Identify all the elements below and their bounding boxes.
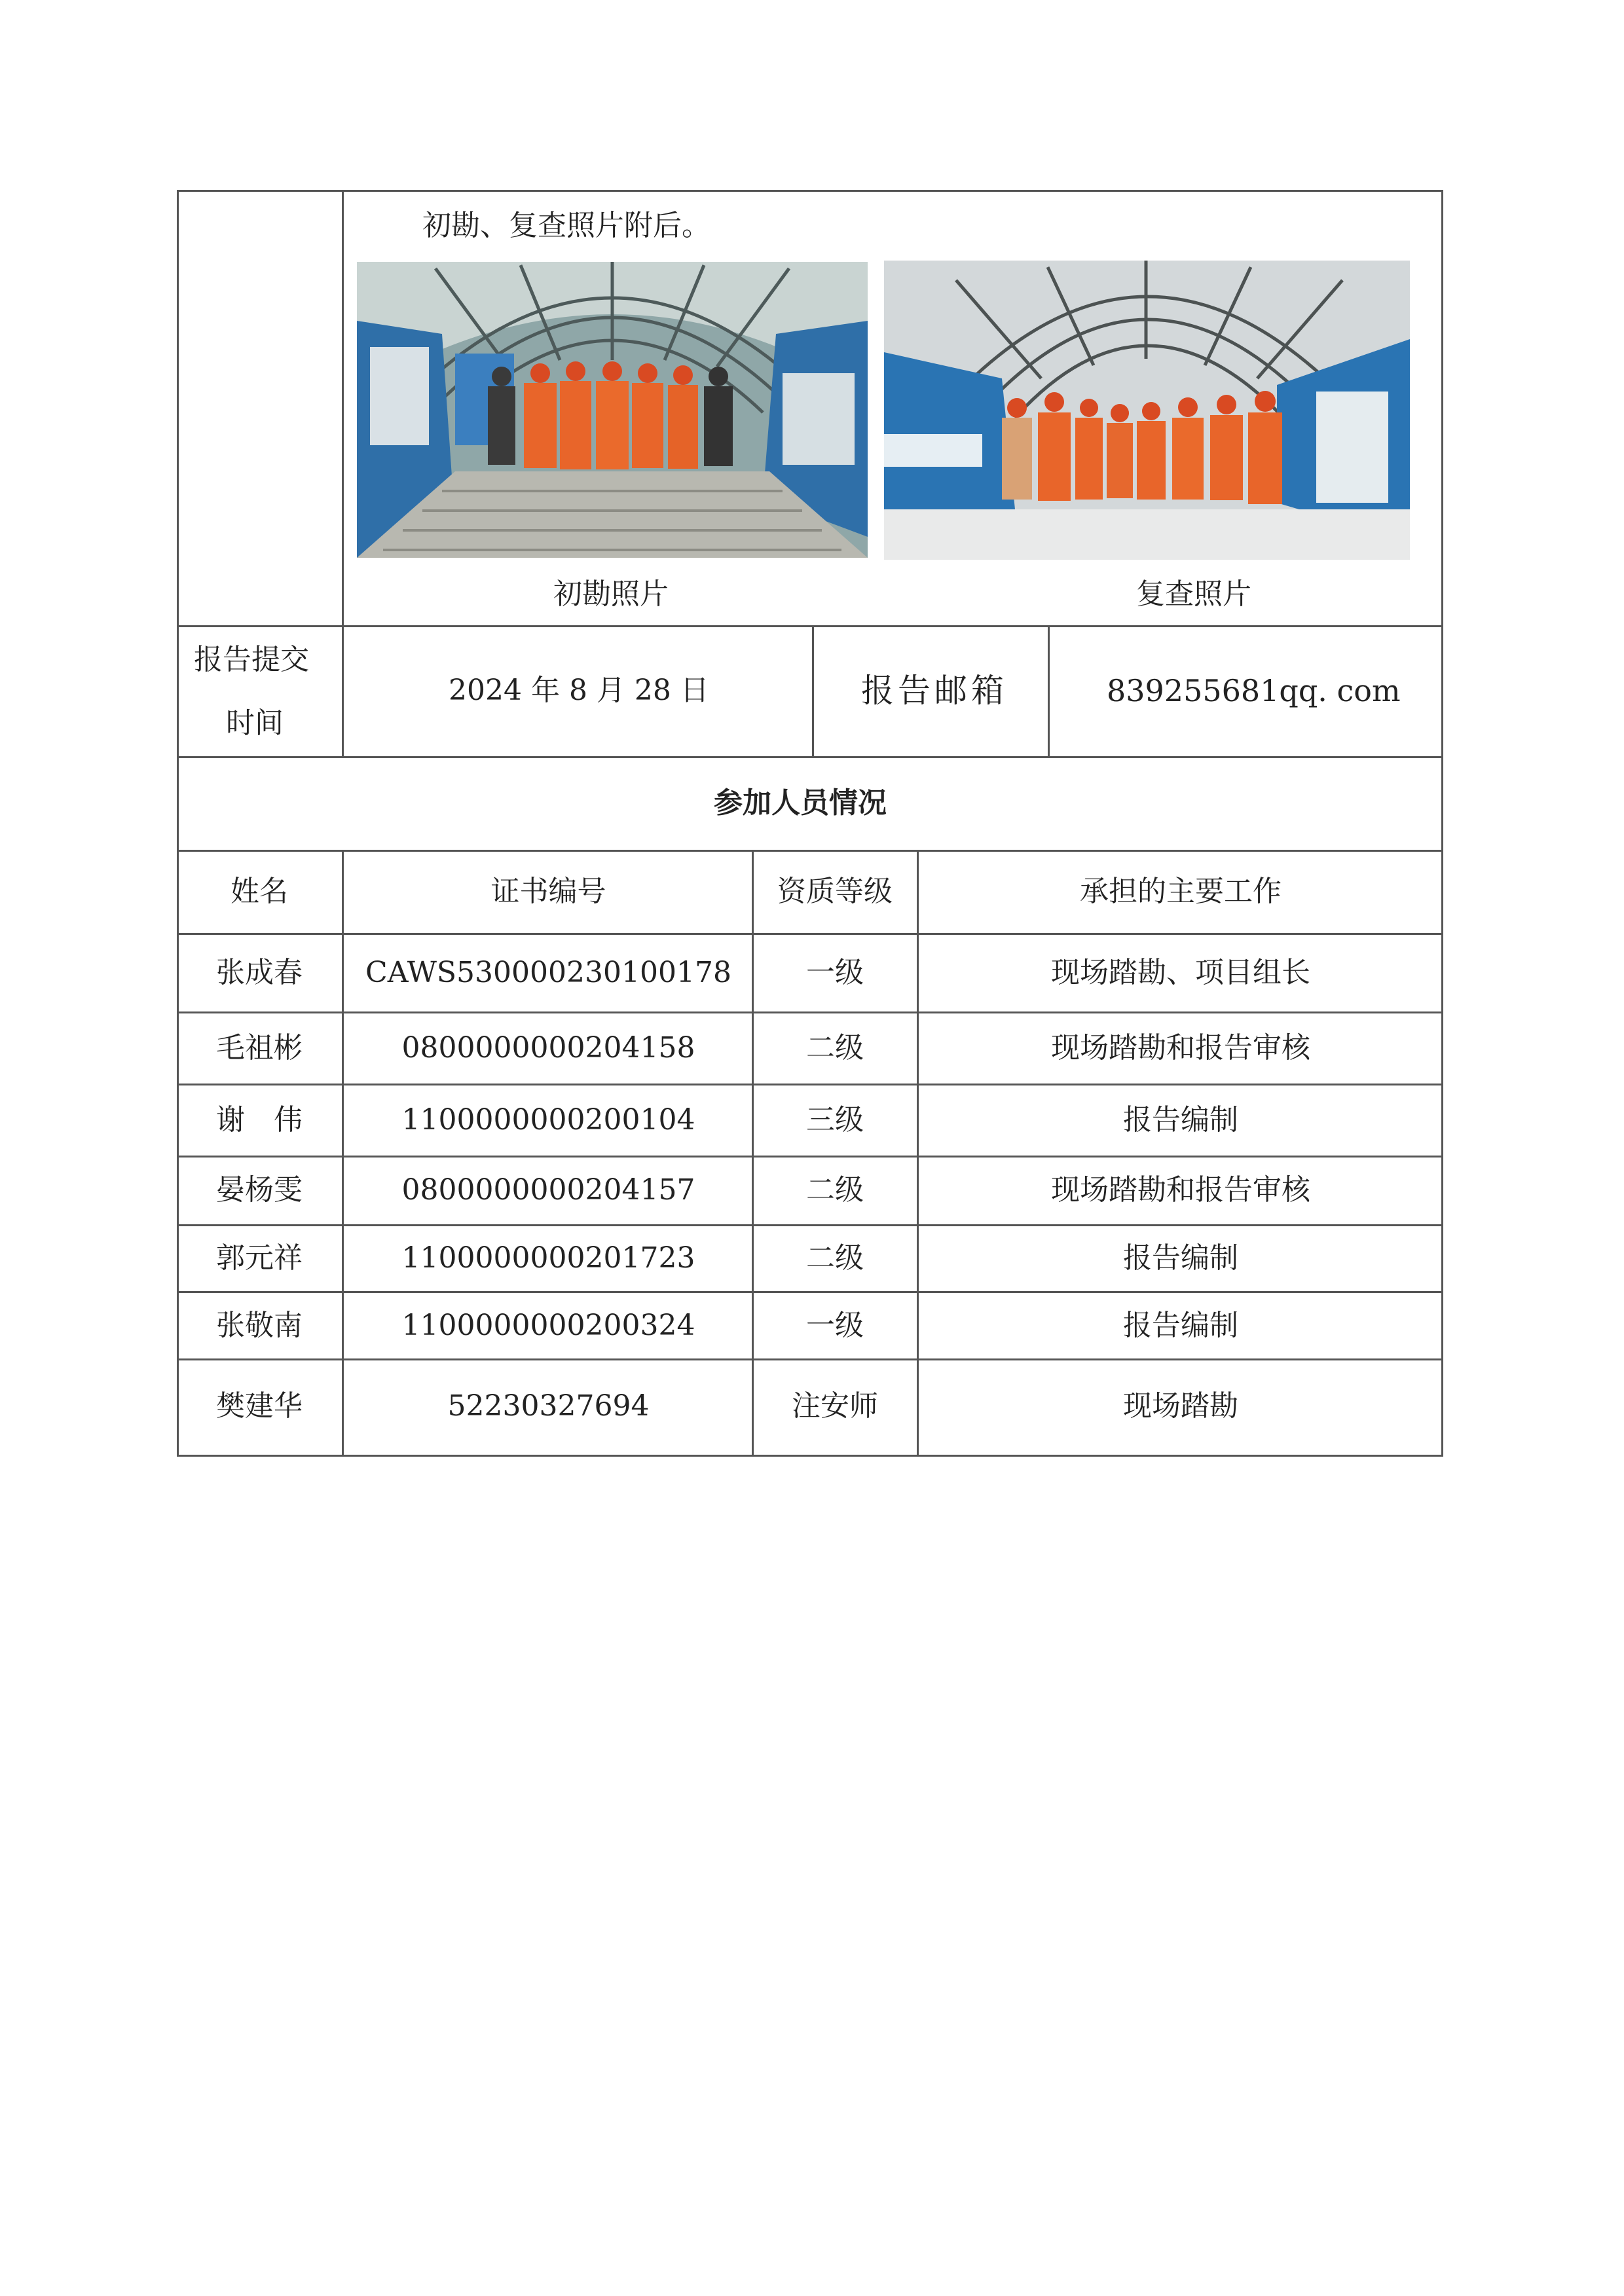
divider: [342, 850, 344, 1457]
participant-work: 报告编制: [1123, 1103, 1238, 1137]
review-photo-caption: 复查照片: [1136, 577, 1251, 611]
column-header-level: 资质等级: [777, 875, 893, 908]
divider: [177, 1291, 1443, 1293]
initial-survey-photo: [357, 262, 868, 558]
divider: [177, 1084, 1443, 1085]
column-header-name: 姓名: [231, 875, 288, 908]
divider: [177, 1224, 1443, 1226]
divider: [177, 1011, 1443, 1013]
participant-cert: CAWS530000230100178: [365, 956, 731, 989]
email-label: 报告邮箱: [861, 672, 1008, 710]
intro-text: 初勘、复查照片附后。: [422, 209, 710, 242]
submit-time-value: 2024 年 8 月 28 日: [449, 674, 709, 707]
participant-name: 毛祖彬: [216, 1031, 303, 1065]
participant-cert: 52230327694: [447, 1389, 650, 1423]
participant-work: 现场踏勘: [1123, 1389, 1238, 1423]
participant-name: 张成春: [216, 956, 303, 989]
email-value: 839255681qq. com: [1107, 673, 1401, 708]
participant-cert: 0800000000204158: [401, 1031, 695, 1065]
participant-level: 注安师: [792, 1389, 878, 1423]
divider: [177, 625, 1443, 627]
divider: [1048, 625, 1050, 756]
divider: [342, 190, 344, 757]
participant-cert: 1100000000200104: [401, 1103, 695, 1137]
column-header-cert: 证书编号: [490, 875, 606, 908]
divider: [177, 850, 1443, 852]
divider: [917, 850, 919, 1457]
participant-cert: 0800000000204157: [401, 1173, 695, 1207]
participant-name: 谢 伟: [216, 1103, 303, 1137]
divider: [177, 933, 1443, 935]
participant-level: 二级: [806, 1241, 864, 1275]
divider: [177, 756, 1443, 758]
section-title: 参加人员情况: [714, 786, 887, 820]
divider: [752, 850, 754, 1457]
participant-level: 二级: [806, 1031, 864, 1065]
submit-time-label: 时间: [226, 706, 284, 740]
participant-work: 现场踏勘和报告审核: [1051, 1031, 1310, 1065]
participant-level: 一级: [806, 1309, 864, 1342]
initial-photo-caption: 初勘照片: [553, 577, 669, 611]
divider: [177, 1358, 1443, 1360]
column-header-work: 承担的主要工作: [1080, 875, 1282, 908]
review-photo: [884, 261, 1410, 560]
participant-level: 三级: [806, 1103, 864, 1137]
participant-work: 报告编制: [1123, 1241, 1238, 1275]
participant-level: 一级: [806, 956, 864, 989]
participant-name: 郭元祥: [216, 1241, 303, 1275]
divider: [177, 1156, 1443, 1157]
participant-name: 张敬南: [216, 1309, 303, 1342]
participant-work: 现场踏勘、项目组长: [1051, 956, 1310, 989]
participant-level: 二级: [806, 1173, 864, 1207]
participant-cert: 1100000000201723: [401, 1241, 695, 1275]
participant-name: 晏杨雯: [216, 1173, 303, 1207]
participant-name: 樊建华: [216, 1389, 303, 1423]
divider: [812, 625, 814, 756]
participant-work: 报告编制: [1123, 1309, 1238, 1342]
participant-work: 现场踏勘和报告审核: [1051, 1173, 1310, 1207]
submit-time-label: 报告提交: [194, 643, 309, 676]
participant-cert: 1100000000200324: [401, 1309, 695, 1342]
